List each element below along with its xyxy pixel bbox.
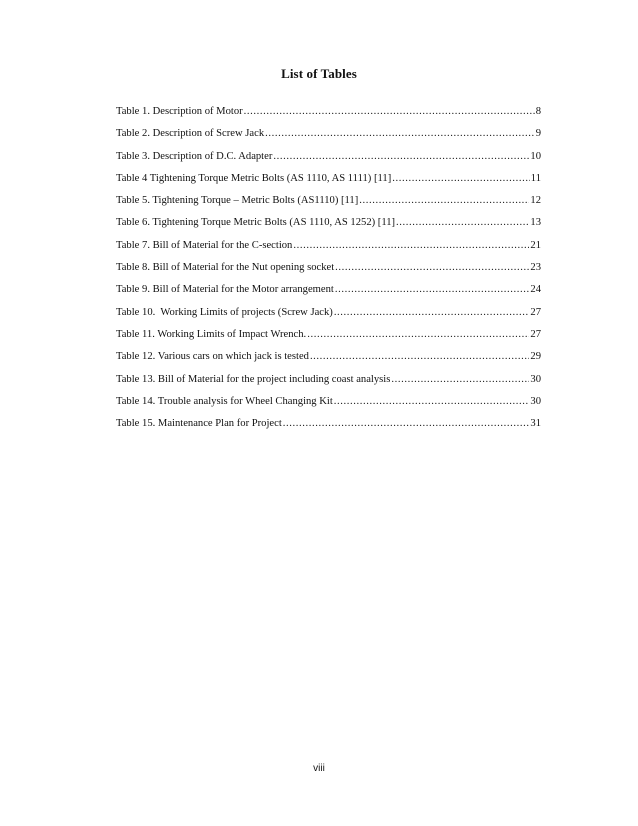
toc-entry-page: 9 (535, 128, 541, 140)
dot-leader (273, 146, 529, 168)
dot-leader (244, 101, 535, 123)
toc-entry (116, 123, 541, 145)
toc-entry-label: Table 5. Tightening Torque – Metric Bolts (AS1110) [11] (116, 195, 359, 207)
toc-entry-label: Table 3. Description of D.C. Adapter (116, 150, 273, 162)
toc-entry (116, 369, 541, 391)
toc-entry-label: Table 11. Working Limits of Impact Wrench. (116, 328, 307, 340)
list-of-tables (116, 101, 541, 435)
toc-entry-label: Table 6. Tightening Torque Metric Bolts (AS 1110, AS 1252) [11] (116, 217, 396, 229)
toc-entry (116, 324, 541, 346)
toc-entry (116, 279, 541, 301)
toc-entry-page: 24 (530, 284, 541, 296)
dot-leader (334, 302, 530, 324)
toc-entry-page: 30 (530, 373, 541, 385)
toc-entry (116, 101, 541, 123)
toc-entry-page: 30 (530, 395, 541, 407)
toc-entry-label: Table 7. Bill of Material for the C-section (116, 239, 293, 251)
dot-leader (335, 279, 530, 301)
toc-entry-page: 27 (530, 306, 541, 318)
toc-entry (116, 146, 541, 168)
toc-entry-page: 23 (530, 262, 541, 274)
page-title: List of Tables (281, 66, 357, 81)
toc-entry-page: 21 (530, 239, 541, 251)
toc-entry (116, 302, 541, 324)
toc-entry-page: 29 (530, 351, 541, 363)
dot-leader (359, 190, 529, 212)
toc-entry (116, 391, 541, 413)
toc-entry-page: 10 (530, 150, 541, 162)
toc-entry (116, 257, 541, 279)
toc-entry-page: 13 (530, 217, 541, 229)
toc-entry-page: 8 (535, 106, 541, 117)
toc-entry-page: 11 (530, 172, 541, 184)
toc-entry-label: Table 4 Tightening Torque Metric Bolts (AS 1110, AS 1111) [11] (116, 172, 392, 184)
toc-entry-page: 27 (530, 328, 541, 340)
page-number: viii (313, 763, 325, 774)
dot-leader (283, 413, 530, 435)
toc-entry-label: Table 13. Bill of Material for the project including coast analysis (116, 373, 391, 385)
toc-entry (116, 168, 541, 190)
dot-leader (293, 235, 529, 257)
dot-leader (392, 168, 530, 190)
toc-entry-page: 12 (530, 195, 541, 207)
dot-leader (334, 391, 530, 413)
toc-entry (116, 346, 541, 368)
toc-entry-label: Table 2. Description of Screw Jack (116, 128, 265, 140)
toc-entry (116, 413, 541, 435)
toc-entry-label: Table 15. Maintenance Plan for Project (116, 418, 282, 430)
dot-leader (391, 369, 529, 391)
dot-leader (335, 257, 529, 279)
toc-entry-label: Table 10. Working Limits of projects (Screw Jack) (116, 306, 333, 318)
toc-entry-label: Table 14. Trouble analysis for Wheel Changing Kit (116, 395, 333, 407)
toc-entry (116, 190, 541, 212)
toc-entry (116, 235, 541, 257)
dot-leader (396, 212, 529, 234)
toc-entry-label: Table 9. Bill of Material for the Motor arrangement (116, 284, 334, 296)
toc-entry-label: Table 8. Bill of Material for the Nut opening socket (116, 262, 335, 274)
toc-entry (116, 212, 541, 234)
toc-entry-page: 31 (530, 418, 541, 430)
dot-leader (310, 346, 529, 368)
toc-entry-label: Table 12. Various cars on which jack is tested (116, 351, 309, 363)
dot-leader (265, 123, 535, 145)
toc-entry-label: Table 1. Description of Motor (116, 106, 243, 117)
dot-leader (307, 324, 529, 346)
